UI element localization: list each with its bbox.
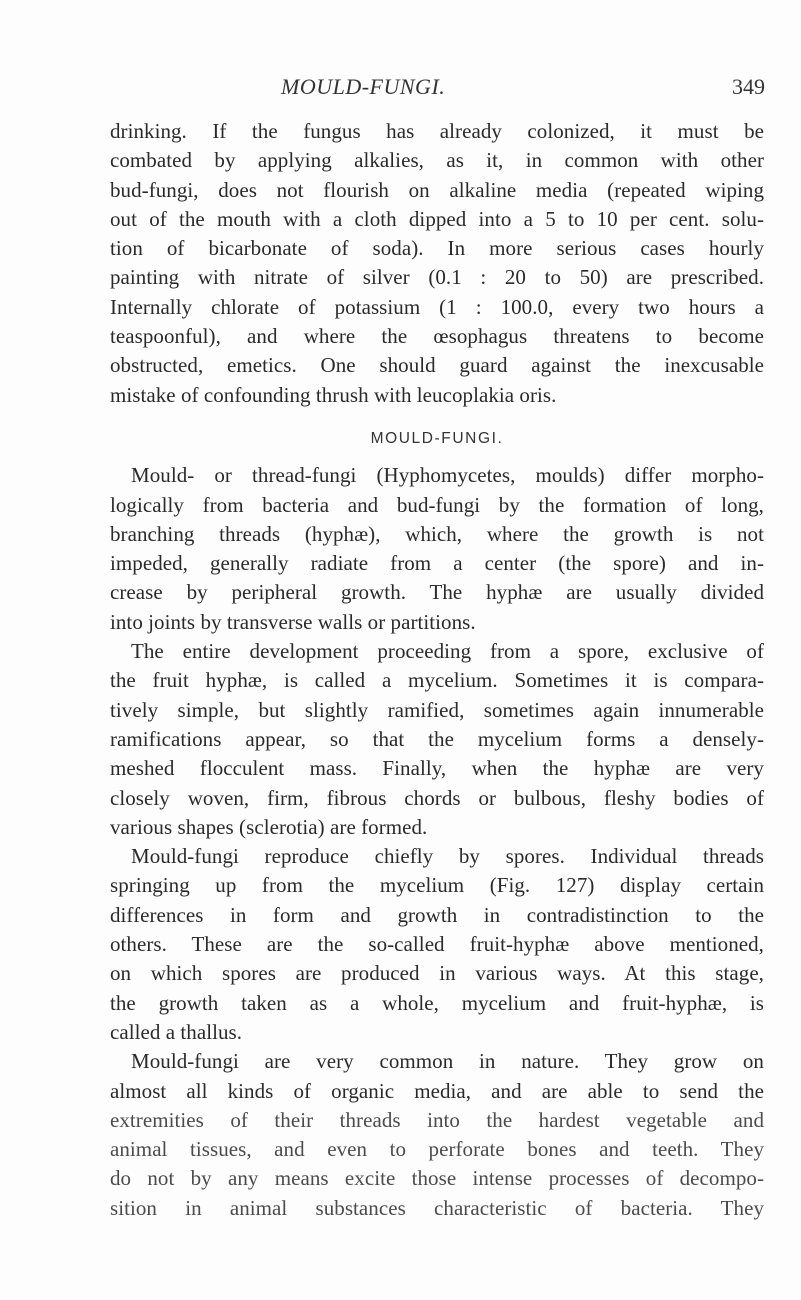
text-line: animal tissues, and even to perforate bones and teeth. They xyxy=(110,1137,764,1162)
text-line: extremities of their threads into the hardest vegetable and xyxy=(110,1107,764,1132)
text-line: drinking. If the fungus has already colonized, it must be xyxy=(110,119,764,143)
text-line: springing up from the mycelium (Fig. 127) display certain xyxy=(110,873,764,898)
text-line: tion of bicarbonate of soda). In more serious cases hourly xyxy=(110,236,764,261)
text-line: others. These are the so-called fruit-hyphæ above mentioned, xyxy=(110,932,764,957)
text-line: Mould- or thread-fungi (Hyphomycetes, moulds) differ morpho- xyxy=(131,463,764,488)
text-line: teaspoonful), and where the œsophagus threatens to become xyxy=(110,324,764,349)
text-line: bud-fungi, does not flourish on alkaline media (repeated wiping xyxy=(110,177,764,202)
text-line: do not by any means excite those intense processes of decompo- xyxy=(110,1166,764,1191)
body-text xyxy=(110,117,764,1223)
text-line: mistake of confounding thrush with leucoplakia oris. xyxy=(110,382,557,407)
text-line: the fruit hyphæ, is called a mycelium. Sometimes it is compara- xyxy=(110,668,764,693)
text-line: crease by peripheral growth. The hyphæ are usually divided xyxy=(110,580,764,605)
text-line: Mould-fungi reproduce chiefly by spores. Individual threads xyxy=(131,844,764,869)
text-line: into joints by transverse walls or partitions. xyxy=(110,609,476,634)
text-line: called a thallus. xyxy=(110,1019,243,1044)
text-line: meshed flocculent mass. Finally, when the hyphæ are very xyxy=(110,756,764,781)
text-line: ramifications appear, so that the mycelium forms a densely- xyxy=(110,726,764,751)
running-header xyxy=(110,74,798,102)
section-heading: MOULD-FUNGI. xyxy=(370,429,504,447)
text-line: The entire development proceeding from a spore, exclusive of xyxy=(131,639,764,664)
text-line: combated by applying alkalies, as it, in common with other xyxy=(110,148,764,173)
text-line: out of the mouth with a cloth dipped into a 5 to 10 per cent. solu- xyxy=(110,206,764,231)
page-number: 349 xyxy=(732,74,765,99)
text-line: almost all kinds of organic media, and are able to send the xyxy=(110,1078,764,1103)
text-line: closely woven, firm, fibrous chords or bulbous, fleshy bodies of xyxy=(110,785,764,810)
text-line: logically from bacteria and bud-fungi by the formation of long, xyxy=(110,492,764,517)
text-line: painting with nitrate of silver (0.1 : 20 to 50) are prescribed. xyxy=(110,265,764,290)
text-line: the growth taken as a whole, mycelium and fruit-hyphæ, is xyxy=(110,990,764,1015)
text-line: obstructed, emetics. One should guard against the inexcusable xyxy=(110,353,764,378)
text-line: differences in form and growth in contradistinction to the xyxy=(110,902,764,927)
text-line: Internally chlorate of potassium (1 : 100.0, every two hours a xyxy=(110,294,764,319)
text-line: tively simple, but slightly ramified, sometimes again innumerable xyxy=(110,697,764,722)
text-line: Mould-fungi are very common in nature. They grow on xyxy=(131,1049,764,1074)
text-line: branching threads (hyphæ), which, where the growth is not xyxy=(110,521,764,546)
text-line: impeded, generally radiate from a center (the spore) and in- xyxy=(110,551,764,576)
text-line: sition in animal substances characteristic of bacteria. They xyxy=(110,1195,764,1220)
running-title: MOULD-FUNGI. xyxy=(281,74,446,99)
text-line: various shapes (sclerotia) are formed. xyxy=(110,814,428,839)
text-line: on which spores are produced in various ways. At this stage, xyxy=(110,961,764,986)
